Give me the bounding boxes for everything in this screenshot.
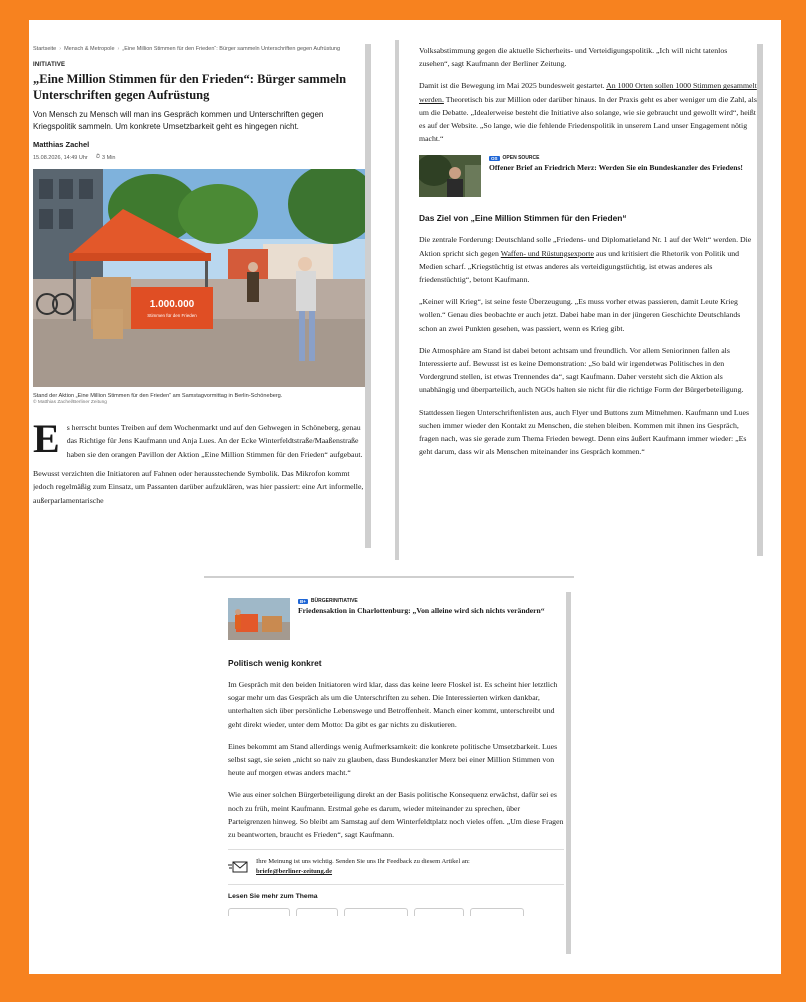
article-page-1 (33, 46, 365, 546)
teaser-thumbnail (419, 155, 481, 197)
related-chips (228, 908, 564, 916)
article-page-2 (419, 44, 757, 554)
breadcrumb-separator-icon: › (117, 46, 120, 52)
page-shadow (757, 44, 763, 556)
photo-banner-text: 1.000.000 (149, 299, 195, 310)
related-chip[interactable] (296, 908, 338, 916)
article-paragraph: Eines bekommt am Stand allerdings wenig Aufmerksamkeit: die konkrete politische Umsetzbarkeit. Lues selbst sagt, sie seien „nicht so naiv zu glauben, dass Bundeskanzler Merz bei einer Million Stimmen von heute auf morgen etwas anders macht.“ (228, 741, 558, 778)
article-paragraph: Volksabstimmung gegen die aktuelle Sicherheits- und Verteidigungspolitik. „Ich will nicht tatenlos zusehen“, sagt Kaufmann der Berliner Zeitung. (419, 46, 728, 69)
paragraph-text: Die zentrale Forderung: Deutschland solle „Friedens- und Diplomatieland Nr. 1 auf der Welt“ werden. Die Aktion spricht sich gegen (419, 235, 752, 258)
breadcrumb-section[interactable]: Mensch & Metropole (64, 46, 115, 52)
article-paragraph: Die Atmosphäre am Stand ist dabei betont achtsam und freundlich. Vor allem Seniorinnen fallen als Interessierte auf. Bewusst ist es keine Demonstration: „So bald wir irgendetwas Politisches in den Vordergrund stellen, ist etwas Trennendes da“, sagt Kaufmann. Daher versteht sich die Aktion als unabhängig und überparteilich, auch NGOs halten sie nicht für die richtige Form der Bürgerbeteiligung. (419, 345, 744, 395)
photo-credit: © Matthias Zachel/Berliner Zeitung (33, 400, 107, 405)
teaser-title[interactable]: Friedensaktion in Charlottenburg: „Von alleine wird sich nichts verändern“ (298, 606, 545, 615)
article-paragraph: Im Gespräch mit den beiden Initiatoren wird klar, dass das keine leere Floskel ist. Es scheint hier letztlich sogar mehr um das Gespräch als um die Unterschriften zu sehen. Die Interessierten wirken dankbar, unterhalten sich über persönliche Lebenswege und Betroffenheit. Manch einer kommt, unterschreibt und geht direkt wieder, unter dem Motto: Da gibt es gar nichts zu diskutieren. (228, 680, 558, 729)
read-time: 3 Min (102, 154, 116, 161)
paragraph-text: Theoretisch bis zur Million oder darüber hinaus. In der Praxis geht es aber weniger um die Zahl, als um die Debatte. „Idealerweise besteht die Initiative also solange, wie sie gebraucht und gewollt wird“, heißt es auf der Website. „So lange, wie die fehlende Friedenspolitik in unserem Land unser Engagement nötig macht.“ (419, 94, 757, 144)
article-paragraph: Wie aus einer solchen Bürgerbeteiligung direkt an der Basis politische Konsequenz erwächst, dafür sei es noch zu früh, meint Kaufmann. Erstmal gehe es darum, wieder miteinander zu sprechen, über Parteigrenzen hinweg. So bleibt am Samstag auf dem Winterfeldtplatz noch vieles offen. „Um diese Fragen zu beantworten, braucht es Frieden“, sagt Kaufmann. (228, 790, 564, 840)
envelope-icon (228, 860, 248, 874)
photo-banner-subtext: Stimmen für den Frieden (147, 313, 197, 318)
breadcrumb (33, 46, 365, 52)
article-paragraph: „Keiner will Krieg“, ist seine feste Überzeugung. „Es muss vorher etwas passieren, damit Leute Krieg wollen.“ Genau dies beobachte er auch jetzt. Dabei habe man in der jüngeren Geschichte Deutschlands schon an zwei Punkten gesehen, was passiert, wenn es Krieg gibt. (419, 297, 741, 333)
article-meta (33, 154, 365, 161)
clock-icon: ⏱ (95, 154, 101, 160)
article-paragraph: Bewusst verzichten die Initiatoren auf Fahnen oder herausstechende Symbolik. Das Mikrofon kommt jedoch regelmäßig zum Einsatz, um Passanten darüber aufzuklären, was hier passiert: eine Art informelle, außerparlamentarische (33, 469, 364, 505)
article-lead: Von Mensch zu Mensch will man ins Gespräch kommen und Unterschriften gegen Kriegspolitik sammeln. Um konkrete Umsetzbarkeit geht es hingegen nicht. (33, 110, 324, 131)
section-heading: Politisch wenig konkret (228, 658, 322, 668)
paragraph-text: Damit ist die Bewegung im Mai 2025 bundesweit gestartet. (419, 81, 607, 91)
related-heading: Lesen Sie mehr zum Thema (228, 893, 318, 901)
breadcrumb-separator-icon: › (59, 46, 62, 52)
article-page-3 (228, 592, 564, 962)
related-chip[interactable] (414, 908, 464, 916)
breadcrumb-home[interactable]: Startseite (33, 46, 57, 52)
related-chip[interactable] (344, 908, 408, 916)
page-shadow (204, 576, 574, 578)
teaser-tag (298, 598, 545, 604)
market-stand-photo (33, 169, 365, 387)
teaser-title[interactable]: Offener Brief an Friedrich Merz: Werden Sie ein Bundeskanzler des Friedens! (489, 163, 743, 173)
plus-badge-icon: B+ (300, 598, 306, 604)
article-date: 15.08.2026, 14:49 Uhr (33, 154, 88, 161)
teaser-tag-label: OPEN SOURCE (502, 155, 540, 162)
teaser-tag (489, 155, 743, 161)
paragraph-text: s herrscht buntes Treiben auf dem Wochenmarkt und auf den Gehwegen in Schöneberg, genau das Richtige für Jens Kaufmann und Anja Lues. An der Ecke Winterfeldtstraße/Maaßenstraße haben sie den orangen Pavillon der Aktion „Eine Million Stimmen für den Frieden“ aufgebaut. (66, 423, 363, 459)
article-kicker: INITIATIVE (33, 62, 66, 68)
page-shadow (395, 40, 399, 560)
article-paragraph (33, 416, 365, 461)
paragraph-text: aus und kritisiert die Rhetorik von Politik und Medien scharf. „Kriegstüchtig ist etwas anderes als verteidigungstüchtig, ist etwas anderes als friedenstüchtig“, betont Kaufmann. (419, 248, 740, 285)
opensource-badge-icon: OS (491, 155, 498, 161)
feedback-box (228, 849, 564, 885)
inline-link[interactable]: An 1000 Orten sollen 1000 Stimmen gesammelt werden. (419, 81, 757, 104)
feedback-text: Ihre Meinung ist uns wichtig. Senden Sie uns Ihr Feedback zu diesem Artikel an: (256, 858, 470, 866)
article-paragraph (419, 79, 757, 145)
breadcrumb-current: „Eine Million Stimmen für den Frieden“: Bürger sammeln Unterschriften gegen Aufrüstung (122, 46, 341, 52)
section-heading: Das Ziel von „Eine Million Stimmen für den Frieden“ (419, 213, 627, 224)
page-shadow (566, 592, 571, 954)
photo-caption: Stand der Aktion „Eine Million Stimmen für den Frieden“ am Samstagvormittag in Berlin-Schöneberg. (33, 393, 283, 399)
article-author[interactable]: Matthias Zachel (33, 140, 90, 149)
related-teaser[interactable] (419, 155, 757, 201)
page-shadow (365, 44, 371, 548)
feedback-email-link[interactable]: briefe@berliner-zeitung.de (256, 868, 333, 876)
article-paragraph (419, 233, 757, 286)
related-chip[interactable] (470, 908, 524, 916)
teaser-tag-label: BÜRGERINITIATIVE (310, 598, 358, 604)
article-title: „Eine Million Stimmen für den Frieden“: Bürger sammeln Unterschriften gegen Aufrüstung (33, 72, 347, 102)
related-chip[interactable] (228, 908, 290, 916)
inline-link[interactable]: Waffen- und Rüstungsexporte (500, 248, 594, 258)
article-photo (33, 169, 365, 387)
drop-cap: E (33, 416, 60, 461)
article-paragraph: Stattdessen liegen Unterschriftenlisten aus, auch Flyer und Buttons zum Mitnehmen. Kaufmann und Lues suchen immer wieder den Kontakt zu Menschen, die stehen bleiben. Kommen mit ihnen ins Gespräch, fragen nach, was sie gerade zum Thema Frieden bewegt. Denn eins äußert Kaufmann immer wieder: „Es geht darum, dass wir als Menschen miteinander ins Gespräch kommen.“ (419, 407, 750, 457)
teaser-thumbnail (228, 598, 290, 640)
related-teaser[interactable] (228, 598, 564, 644)
